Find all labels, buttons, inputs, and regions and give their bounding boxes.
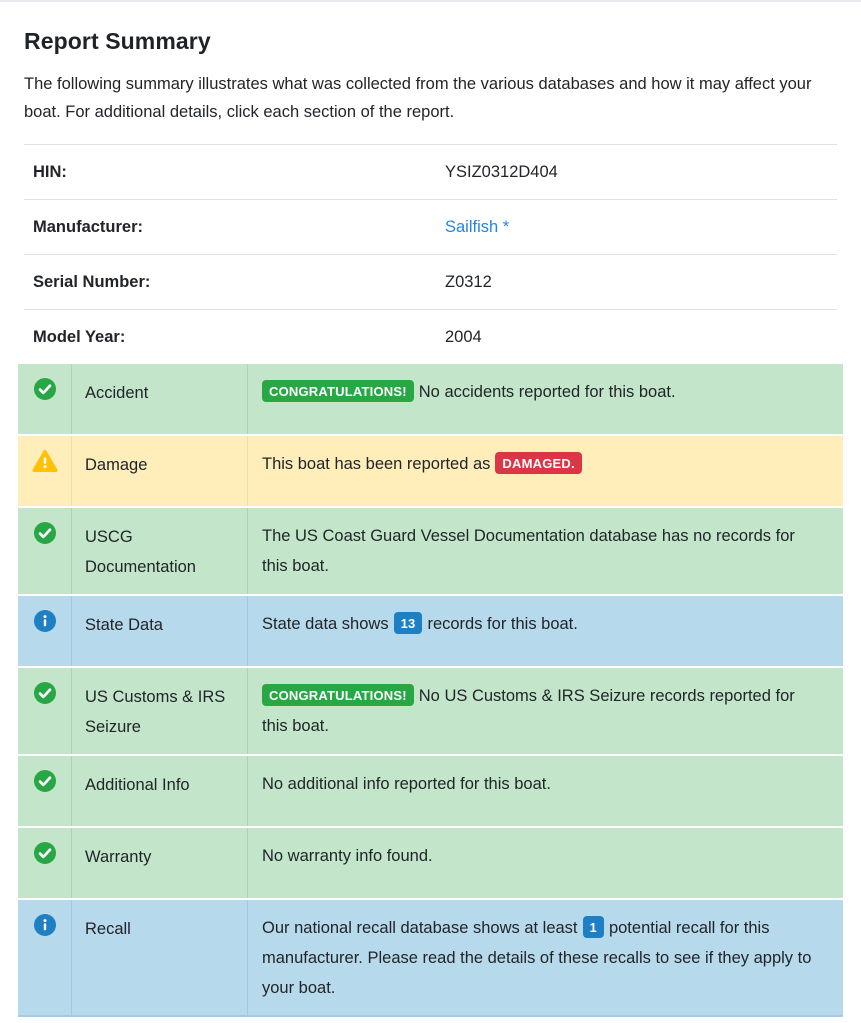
section-label: USCG Documentation [72, 508, 248, 594]
section-status-cell [18, 596, 72, 666]
section-text-before: This boat has been reported as [262, 455, 491, 473]
section-content [248, 436, 843, 506]
check-circle-icon [33, 377, 57, 434]
section-label: Recall [72, 900, 248, 1015]
section-text-after: records for this boat. [427, 615, 578, 633]
top-divider [0, 0, 861, 2]
section-status-cell [18, 756, 72, 826]
detail-label: Serial Number: [33, 272, 151, 291]
section-row-accident[interactable] [18, 364, 843, 434]
section-label: US Customs & IRS Seizure [72, 668, 248, 754]
check-circle-icon [33, 841, 57, 898]
check-circle-icon [33, 521, 57, 594]
section-row-us-customs-irs-seizure[interactable] [18, 668, 843, 754]
detail-label: Manufacturer: [33, 217, 144, 236]
detail-value: Z0312 [445, 272, 492, 291]
detail-row [24, 254, 837, 309]
check-circle-icon [33, 681, 57, 754]
section-content [248, 364, 843, 434]
section-row-additional-info[interactable] [18, 756, 843, 826]
section-status-cell [18, 508, 72, 594]
info-circle-icon [33, 913, 57, 1015]
section-label: State Data [72, 596, 248, 666]
boat-details-table [24, 144, 837, 364]
detail-row [24, 309, 837, 364]
section-status-cell [18, 668, 72, 754]
detail-label: Model Year: [33, 327, 126, 346]
section-text-before: State data shows [262, 615, 389, 633]
section-label: Accident [72, 364, 248, 434]
section-label: Additional Info [72, 756, 248, 826]
section-content [248, 596, 843, 666]
section-content [248, 756, 843, 826]
section-row-uscg-documentation[interactable] [18, 508, 843, 594]
section-text-after: No accidents reported for this boat. [418, 383, 676, 401]
section-row-damage[interactable] [18, 436, 843, 506]
status-badge: 1 [583, 916, 604, 938]
section-content [248, 508, 843, 594]
status-badge: 13 [394, 612, 423, 634]
section-text-after: potential recall for this manufacturer. Please read the details of these recalls to see if they apply to your boat. [262, 919, 812, 997]
section-label: Warranty [72, 828, 248, 898]
status-badge: CONGRATULATIONS! [262, 380, 414, 402]
section-status-cell [18, 828, 72, 898]
warning-triangle-icon [32, 449, 58, 506]
section-text-before: Our national recall database shows at least [262, 919, 578, 937]
section-status-cell [18, 436, 72, 506]
page-title: Report Summary [24, 28, 211, 54]
section-status-cell [18, 364, 72, 434]
report-summary-panel [0, 28, 861, 364]
detail-row [24, 199, 837, 254]
manufacturer-link[interactable]: Sailfish * [445, 217, 510, 236]
section-text-after: No US Customs & IRS Seizure records reported for this boat. [262, 687, 795, 735]
detail-value: 2004 [445, 327, 482, 346]
detail-value: YSIZ0312D404 [445, 162, 558, 181]
section-text-after: No warranty info found. [262, 847, 433, 865]
info-circle-icon [33, 609, 57, 666]
section-content [248, 668, 843, 754]
report-sections-table [18, 364, 843, 1017]
section-row-warranty[interactable] [18, 828, 843, 898]
section-text-after: No additional info reported for this boat. [262, 775, 551, 793]
section-row-recall[interactable] [18, 900, 843, 1017]
section-content [248, 828, 843, 898]
section-status-cell [18, 900, 72, 1015]
section-row-state-data[interactable] [18, 596, 843, 666]
section-content [248, 900, 843, 1015]
status-badge: CONGRATULATIONS! [262, 684, 414, 706]
section-label: Damage [72, 436, 248, 506]
section-text-after: The US Coast Guard Vessel Documentation database has no records for this boat. [262, 527, 795, 575]
intro-text: The following summary illustrates what was collected from the various databases and how it may affect your boat. For additional details, click each section of the report. [24, 75, 812, 121]
detail-label: HIN: [33, 162, 67, 181]
check-circle-icon [33, 769, 57, 826]
status-badge: DAMAGED. [495, 452, 581, 474]
detail-row [24, 144, 837, 199]
